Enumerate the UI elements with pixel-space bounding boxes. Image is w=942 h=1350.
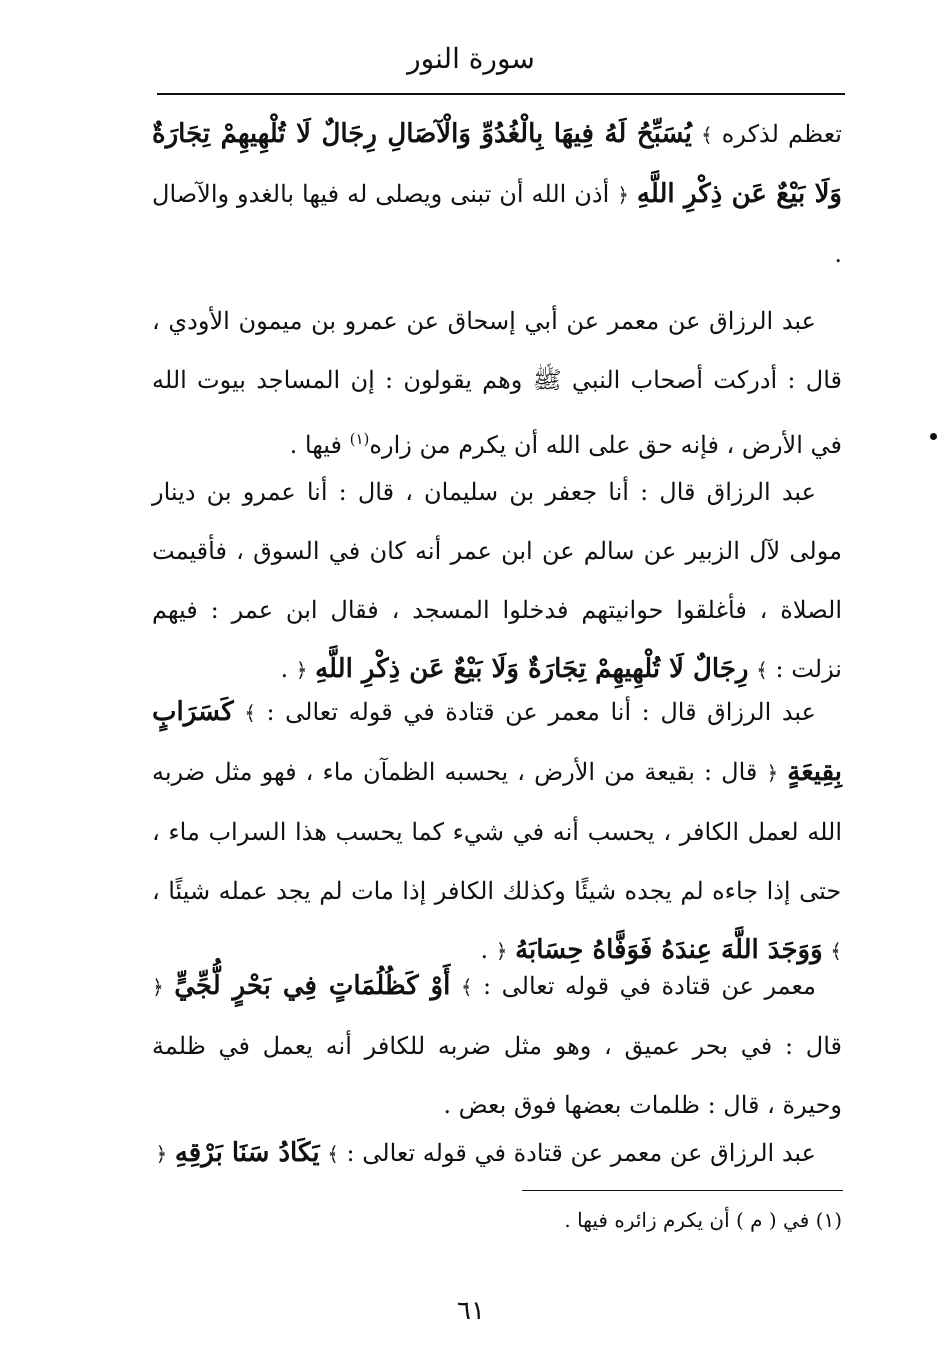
header-divider — [157, 93, 845, 95]
paragraph-4-text: عبد الرزاق قال : أنا معمر عن قتادة في قوله تعالى : — [255, 698, 816, 726]
paragraph-1 — [152, 105, 842, 284]
quran-open-bracket: ﴾ — [327, 1142, 339, 1166]
quran-verse-6: يَكَادُ سَنَا بَرْقِهِ — [174, 1138, 320, 1168]
paragraph-3-text: عبد الرزاق قال : أنا جعفر بن سليمان ، قال : أنا عمرو بن دينار مولى لآل الزبير عن سالم عن ابن عمر أنه كان في السوق ، فأقيمت الصلاة ، فأغلقوا حوانيتهم فدخلوا المسجد ، فقال ابن عمر : فيهم نزلت : — [152, 478, 842, 683]
paragraph-1-text-end: أذن الله أن تبنى ويصلى له فيها بالغدو والآصال . — [152, 180, 842, 268]
paragraph-4 — [152, 683, 842, 981]
paragraph-3 — [152, 463, 842, 700]
footnote-divider — [522, 1190, 843, 1191]
quran-close-bracket: ﴿ — [495, 939, 508, 963]
paragraph-5 — [152, 957, 842, 1135]
paragraph-5-text-end: قال : في بحر عميق ، وهو مثل ضربه للكافر أنه يعمل في ظلمة وحيرة ، قال : ظلمات بعضها فوق بعض . — [152, 1032, 842, 1119]
quran-verse-1: يُسَبِّحُ لَهُ فِيهَا بِالْغُدُوِّ وَالْآصَالِ رِجَالٌ لَا تُلْهِيهِمْ تِجَارَةٌ وَلَا بَيْعٌ عَن ذِكْرِ اللَّهِ — [152, 119, 842, 209]
quran-close-bracket: ﴿ — [766, 761, 779, 785]
quran-open-bracket: ﴾ — [830, 939, 842, 963]
quran-open-bracket: ﴾ — [460, 975, 473, 999]
paragraph-2 — [152, 292, 842, 475]
paragraph-5-text: معمر عن قتادة في قوله تعالى : — [472, 972, 816, 1000]
paragraph-4-text-middle: قال : بقيعة من الأرض ، يحسبه الظمآن ماء ، فهو مثل ضربه الله لعمل الكافر ، يحسب أنه في شيء كما يحسب هذا السراب ماء ، حتى إذا جاءه لم يجده شيئًا وكذلك الكافر إذا مات لم يجد عمله شيئًا ، — [152, 758, 842, 905]
quran-open-bracket: ﴾ — [756, 658, 768, 682]
quran-close-bracket: ﴿ — [155, 1142, 168, 1166]
page-number: ٦١ — [457, 1296, 485, 1326]
quran-verse-2: رِجَالٌ لَا تُلْهِيهِمْ تِجَارَةٌ وَلَا بَيْعٌ عَن ذِكْرِ اللَّهِ — [315, 654, 749, 684]
quran-close-bracket: ﴿ — [152, 975, 164, 999]
quran-verse-5: أَوْ كَظُلُمَاتٍ فِي بَحْرٍ لُّجِّيٍّ — [174, 971, 451, 1001]
paragraph-3-text-end: . — [280, 655, 289, 683]
paragraph-1-text-start: تعظم لذكره — [712, 120, 842, 148]
quran-open-bracket: ﴾ — [701, 123, 713, 147]
page-header-title: سورة النور — [407, 42, 535, 75]
quran-close-bracket: ﴿ — [295, 658, 308, 682]
paragraph-2-text: عبد الرزاق عن معمر عن أبي إسحاق عن عمرو بن ميمون الأودي ، قال : أدركت أصحاب النبي ﷺ وهم يقولون : إن المساجد بيوت الله في الأرض ، فإنه حق على الله أن يكرم من زاره — [152, 307, 842, 459]
paragraph-6-text: عبد الرزاق عن معمر عن قتادة في قوله تعالى : — [338, 1139, 816, 1167]
quran-close-bracket: ﴿ — [617, 183, 629, 207]
quran-verse-3: كَسَرَابٍ بِقِيعَةٍ — [152, 697, 842, 787]
quran-open-bracket: ﴾ — [244, 701, 256, 725]
paragraph-6 — [152, 1124, 842, 1184]
paragraph-4-text-end: . — [480, 936, 489, 964]
footnote-reference: (١) — [349, 430, 370, 448]
paragraph-2-text-end: فيها . — [289, 431, 350, 459]
quran-verse-4: وَوَجَدَ اللَّهَ عِندَهُ فَوَفَّاهُ حِسَابَهُ — [515, 935, 823, 965]
margin-mark — [930, 433, 937, 440]
footnote: (١) في ( م ) أن يكرم زائره فيها . — [564, 1208, 842, 1232]
